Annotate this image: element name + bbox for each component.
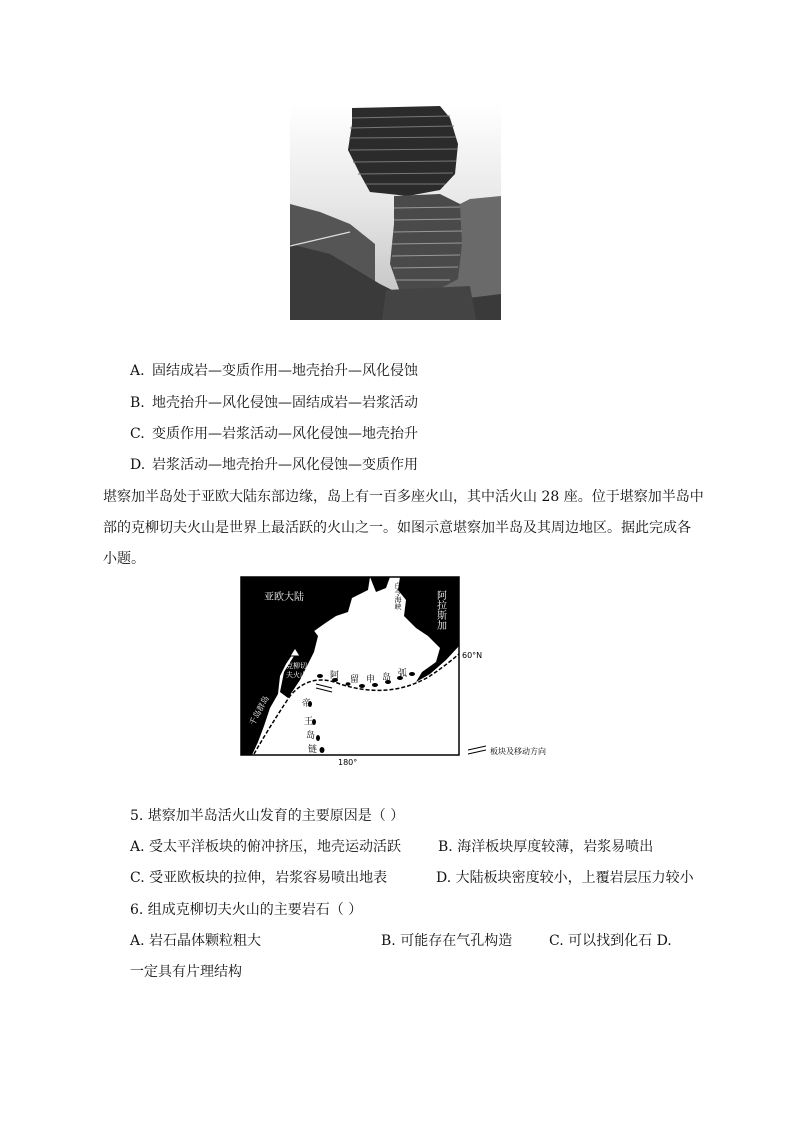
label-emperor-1: 帝	[302, 699, 312, 709]
option-a: A. 固结成岩—变质作用—地壳抬升—风化侵蚀	[130, 363, 418, 379]
label-legend: 板块及移动方向	[490, 747, 546, 756]
label-aleutian-5: 弧	[398, 669, 408, 679]
intro-line-1: 堪察加半岛处于亚欧大陆东部边缘，岛上有一百多座火山，其中活火山 28 座。位于堪察加半岛中	[103, 489, 704, 505]
intro-line-3: 小题。	[103, 551, 145, 567]
intro-line-2: 部的克柳切夫火山是世界上最活跃的火山之一。如图示意堪察加半岛及其周边地区。据此完成各	[103, 520, 691, 536]
q6-option-d-cont: 一定具有片理结构	[130, 964, 242, 980]
q5-option-d: D. 大陆板块密度较小，上覆岩层压力较小	[436, 870, 694, 886]
q6-stem: 6. 组成克柳切夫火山的主要岩石（ ）	[130, 902, 363, 918]
label-volcano-1: 克柳切	[286, 662, 307, 670]
label-aleutian-1: 阿	[330, 671, 340, 681]
q5-option-c: C. 受亚欧板块的拉伸，岩浆容易喷出地表	[130, 870, 388, 886]
label-aleutian-4: 岛	[382, 673, 392, 683]
q5-option-b: B. 海洋板块厚度较薄，岩浆易喷出	[438, 839, 654, 855]
label-eurasia: 亚欧大陆	[264, 592, 304, 603]
q6-option-b: B. 可能存在气孔构造	[381, 933, 513, 949]
option-d: D. 岩浆活动—地壳抬升—风化侵蚀—变质作用	[130, 457, 418, 473]
label-alaska: 阿拉斯加	[434, 590, 446, 630]
label-aleutian-2: 留	[350, 675, 360, 685]
label-aleutian-3: 申	[366, 675, 376, 685]
label-kuril: 千岛群岛	[247, 694, 271, 727]
q5-stem: 5. 堪察加半岛活火山发育的主要原因是（ ）	[130, 808, 405, 824]
q6-option-a: A. 岩石晶体颗粒粗大	[130, 933, 262, 949]
label-latitude: 60°N	[462, 651, 483, 660]
option-c: C. 变质作用—岩浆活动—风化侵蚀—地壳抬升	[130, 426, 418, 442]
rock-formation-photo	[290, 104, 501, 320]
option-b: B. 地壳抬升—风化侵蚀—固结成岩—岩浆活动	[130, 395, 418, 411]
label-volcano-2: 夫火山	[286, 671, 307, 679]
label-emperor-3: 岛	[306, 731, 316, 741]
q6-option-c: C. 可以找到化石 D.	[549, 933, 672, 949]
label-emperor-2: 王	[304, 717, 314, 727]
q5-option-a: A. 受太平洋板块的俯冲挤压，地壳运动活跃	[130, 839, 402, 855]
kamchatka-map	[240, 576, 560, 766]
label-bering: 白令海峡	[394, 582, 402, 610]
label-emperor-4: 链	[308, 745, 318, 755]
label-longitude: 180°	[338, 758, 358, 766]
